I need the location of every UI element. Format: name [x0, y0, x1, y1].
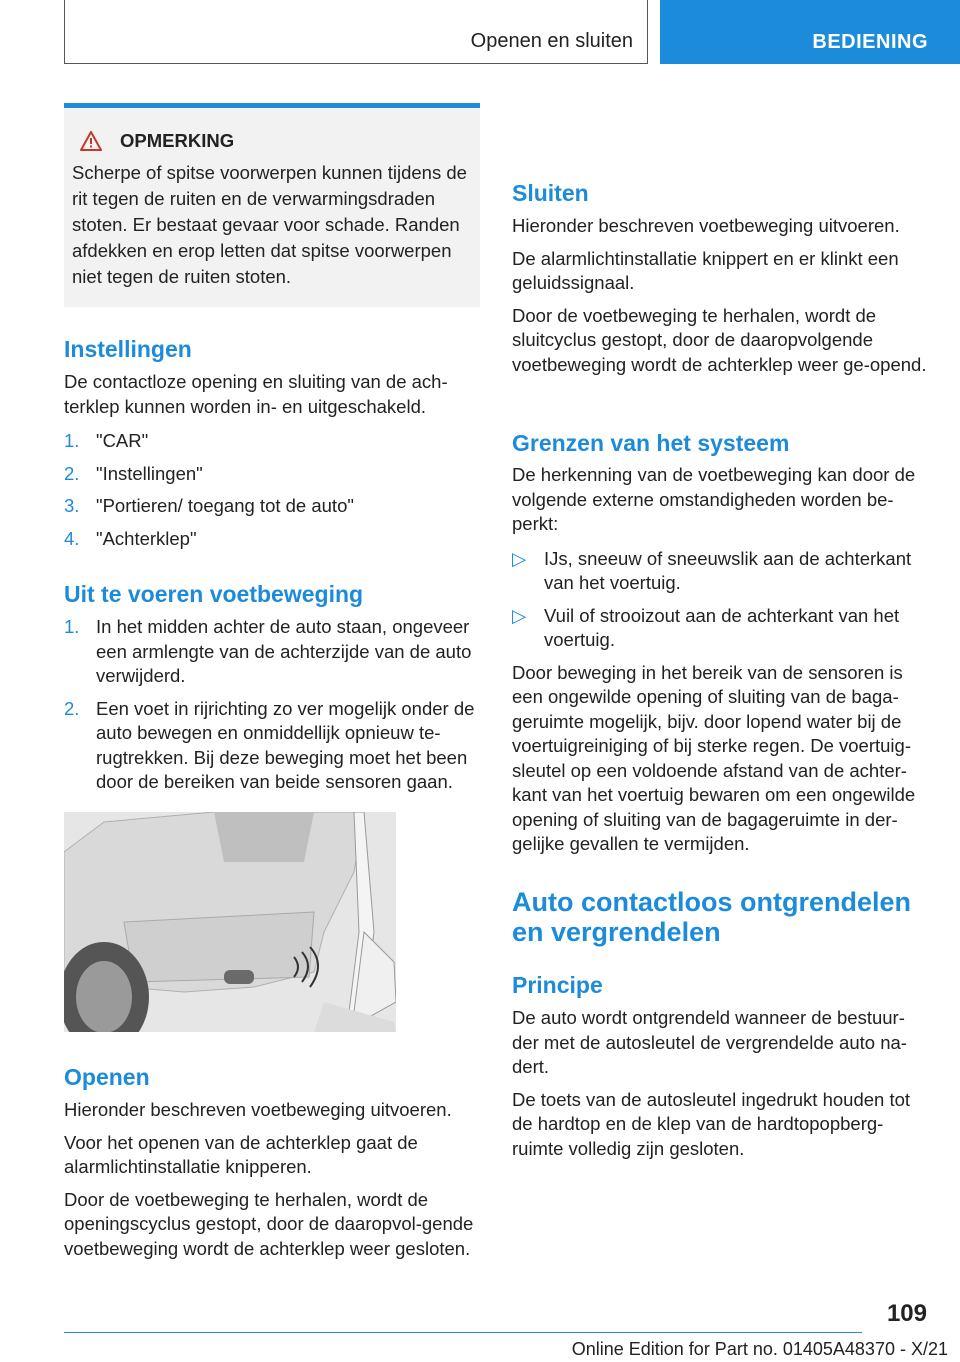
heading-contactloos: Auto contactloos ontgrendelen en vergrendelen	[512, 887, 912, 947]
instellingen-text: De contactloze opening en sluiting van de ach-terklep kunnen worden in- en uitgeschakeld.	[64, 371, 448, 417]
openen-body	[64, 1098, 480, 1261]
list-item: 2. "Instellingen"	[64, 462, 203, 484]
header-chapter-box	[660, 0, 960, 64]
header-section-box	[64, 0, 648, 64]
heading-principe: Principe	[512, 972, 603, 998]
sluiten-p1: Hieronder beschreven voetbeweging uitvoeren.	[512, 215, 900, 236]
list-item: 3. "Portieren/ toegang tot de auto"	[64, 495, 354, 516]
grenzen-p1: De herkenning van de voetbeweging kan door de volgende externe omstandigheden worden be-perkt:	[512, 464, 916, 534]
triangle-bullet-icon: ▷	[512, 547, 527, 569]
openen-p2: Voor het openen van de achterklep gaat de alarmlichtinstallatie knipperen.	[64, 1131, 418, 1177]
section-title: Openen en sluiten	[470, 30, 633, 52]
list-item: 2. Een voet in rijrichting zo ver mogelijk onder de auto bewegen en onmiddellijk opnieuw te-rugtrekken. Bij deze beweging moet het been door de bereiken van beide sensoren gaan.	[64, 697, 475, 792]
grenzen-body	[512, 463, 930, 857]
openen-p1: Hieronder beschreven voetbeweging uitvoeren.	[64, 1099, 452, 1120]
sluiten-body	[512, 214, 930, 377]
grenzen-p2: Door beweging in het bereik van de sensoren is een ongewilde opening of sluiting van de baga-geruimte mogelijk, bijv. door lopend water bij de voertuigreiniging of bij sterke regen. De voertuig-sleutel op een voldoende afstand van de achter-kant van het voertuig bewaren om een ongewilde opening of sluiting van de bagageruimte in der-gelijke gevallen te vermijden.	[512, 661, 916, 854]
warning-note	[64, 103, 480, 307]
list-item: 4. "Achterklep"	[64, 527, 197, 549]
grenzen-bullets	[512, 547, 930, 653]
triangle-bullet-icon: ▷	[512, 604, 527, 626]
heading-instellingen: Instellingen	[64, 336, 192, 362]
note-heading	[80, 130, 472, 152]
heading-voetbeweging: Uit te voeren voetbeweging	[64, 581, 364, 607]
edition-text: Online Edition for Part no. 01405A48370 - X/21	[571, 1339, 948, 1359]
voetbeweging-steps	[64, 615, 480, 795]
heading-openen: Openen	[64, 1064, 150, 1090]
list-item: ▷ IJs, sneeuw of sneeuwslik aan de achterkant van het voertuig.	[512, 547, 912, 593]
warning-triangle-icon	[80, 131, 102, 151]
page-number: 109	[886, 1300, 927, 1327]
instellingen-steps	[64, 429, 480, 551]
list-item: 1. "CAR"	[64, 430, 149, 451]
heading-grenzen: Grenzen van het systeem	[512, 430, 790, 456]
list-item: ▷ Vuil of strooizout aan de achterkant van het voertuig.	[512, 604, 900, 650]
car-rear-illustration	[64, 812, 396, 1032]
heading-sluiten: Sluiten	[512, 180, 589, 206]
principe-p1: De auto wordt ontgrendeld wanneer de bestuur-der met de autosleutel de vergrendelde auto na-dert.	[512, 1007, 907, 1077]
principe-p2: De toets van de autosleutel ingedrukt houden tot de hardtop en de klep van de hardtopopberg-ruimte volledig zijn gesloten.	[512, 1088, 911, 1159]
note-title: OPMERKING	[120, 130, 235, 151]
principe-body	[512, 1006, 930, 1161]
footer-divider	[64, 1332, 862, 1333]
list-item: 1. In het midden achter de auto staan, ongeveer een armlengte van de achterzijde van de auto verwijderd.	[64, 616, 472, 686]
sluiten-p3: Door de voetbeweging te herhalen, wordt de sluitcyclus gestopt, door de daaropvolgende voetbeweging wordt de achterklep weer ge-opend.	[512, 304, 927, 375]
instellingen-body	[64, 370, 480, 551]
sluiten-p2: De alarmlichtinstallatie knippert en er klinkt een geluidssignaal.	[512, 247, 899, 293]
openen-p3: Door de voetbeweging te herhalen, wordt de openingscyclus gestopt, door de daaropvol-gende voetbeweging wordt de achterklep weer gesloten.	[64, 1188, 474, 1259]
chapter-title: BEDIENING	[812, 31, 928, 53]
note-text: Scherpe of spitse voorwerpen kunnen tijdens de rit tegen de ruiten en de verwarmingsdraden stoten. Er bestaat gevaar voor schade. Randen afdekken en erop letten dat spitse voorwerpen niet tegen de ruiten stoten.	[72, 162, 467, 287]
voetbeweging-body	[64, 615, 480, 795]
foot-gesture-illustration	[64, 812, 396, 1032]
